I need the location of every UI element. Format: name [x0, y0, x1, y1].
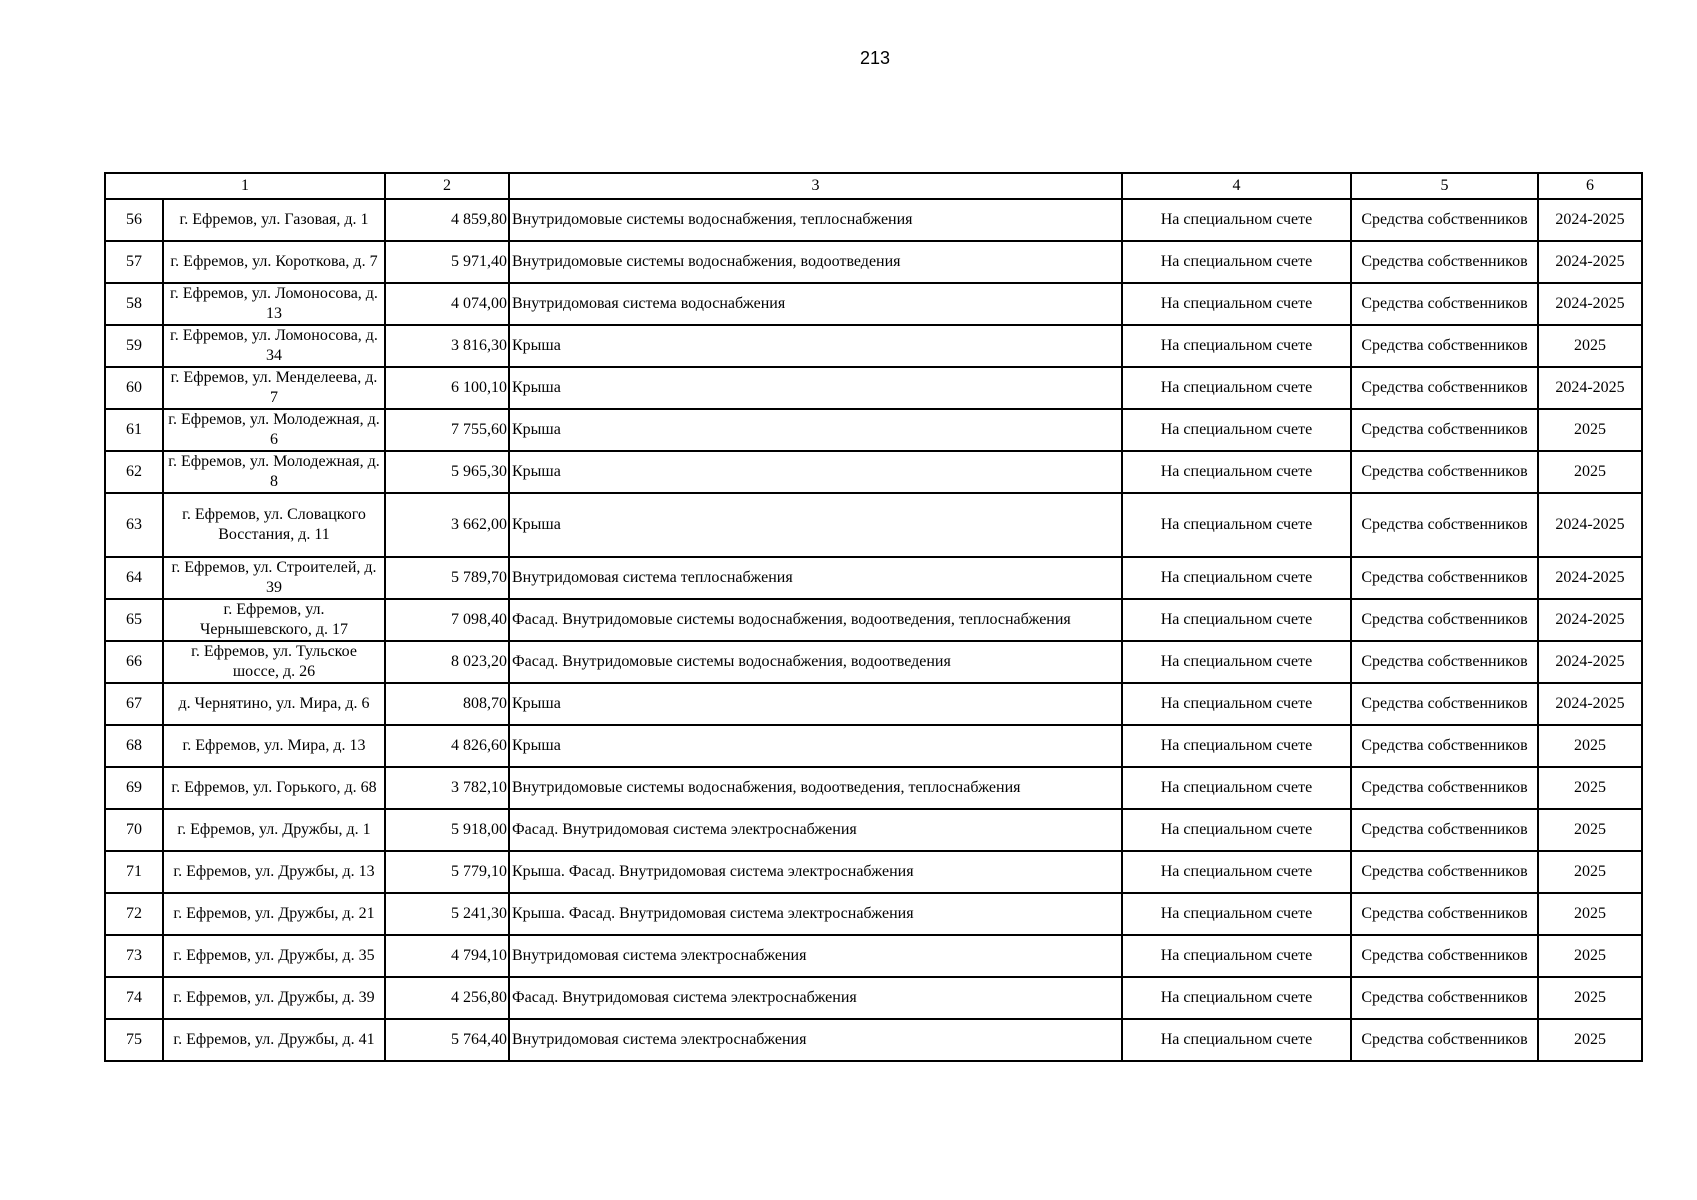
funding-source-cell: Средства собственников	[1351, 557, 1538, 599]
table-body	[105, 199, 1642, 1061]
funding-method-cell: На специальном счете	[1122, 557, 1351, 599]
period-cell: 2025	[1538, 725, 1642, 767]
funding-method-cell: На специальном счете	[1122, 935, 1351, 977]
funding-source-cell: Средства собственников	[1351, 599, 1538, 641]
row-number: 72	[105, 893, 163, 935]
table-row	[105, 1019, 1642, 1061]
funding-source-cell: Средства собственников	[1351, 409, 1538, 451]
period-cell: 2025	[1538, 409, 1642, 451]
address-cell: г. Ефремов, ул. Короткова, д. 7	[163, 241, 385, 283]
period-cell: 2024-2025	[1538, 367, 1642, 409]
period-cell: 2024-2025	[1538, 641, 1642, 683]
row-number: 74	[105, 977, 163, 1019]
works-cell: Крыша	[509, 683, 1122, 725]
area-cell: 5 779,10	[385, 851, 509, 893]
funding-source-cell: Средства собственников	[1351, 493, 1538, 557]
area-cell: 4 826,60	[385, 725, 509, 767]
funding-method-cell: На специальном счете	[1122, 683, 1351, 725]
period-cell: 2025	[1538, 1019, 1642, 1061]
area-cell: 4 074,00	[385, 283, 509, 325]
area-cell: 4 256,80	[385, 977, 509, 1019]
works-cell: Крыша	[509, 493, 1122, 557]
period-cell: 2024-2025	[1538, 599, 1642, 641]
row-number: 57	[105, 241, 163, 283]
area-cell: 5 971,40	[385, 241, 509, 283]
address-cell: г. Ефремов, ул. Молодежная, д. 6	[163, 409, 385, 451]
address-cell: г. Ефремов, ул. Ломоносова, д. 34	[163, 325, 385, 367]
row-number: 56	[105, 199, 163, 241]
row-number: 67	[105, 683, 163, 725]
row-number: 58	[105, 283, 163, 325]
table-row	[105, 851, 1642, 893]
table-row	[105, 409, 1642, 451]
period-cell: 2025	[1538, 977, 1642, 1019]
works-cell: Крыша	[509, 367, 1122, 409]
works-cell: Крыша	[509, 325, 1122, 367]
row-number: 69	[105, 767, 163, 809]
period-cell: 2024-2025	[1538, 557, 1642, 599]
works-cell: Крыша	[509, 409, 1122, 451]
area-cell: 5 241,30	[385, 893, 509, 935]
funding-source-cell: Средства собственников	[1351, 199, 1538, 241]
address-cell: г. Ефремов, ул. Дружбы, д. 1	[163, 809, 385, 851]
repair-program-table	[104, 172, 1643, 1062]
funding-method-cell: На специальном счете	[1122, 641, 1351, 683]
table-row	[105, 451, 1642, 493]
address-cell: г. Ефремов, ул. Газовая, д. 1	[163, 199, 385, 241]
period-cell: 2025	[1538, 809, 1642, 851]
area-cell: 5 764,40	[385, 1019, 509, 1061]
funding-method-cell: На специальном счете	[1122, 283, 1351, 325]
row-number: 73	[105, 935, 163, 977]
works-cell: Внутридомовая система теплоснабжения	[509, 557, 1122, 599]
works-cell: Крыша	[509, 725, 1122, 767]
funding-source-cell: Средства собственников	[1351, 893, 1538, 935]
row-number: 60	[105, 367, 163, 409]
funding-source-cell: Средства собственников	[1351, 451, 1538, 493]
table-row	[105, 977, 1642, 1019]
works-cell: Крыша. Фасад. Внутридомовая система электроснабжения	[509, 851, 1122, 893]
funding-source-cell: Средства собственников	[1351, 725, 1538, 767]
table-row	[105, 325, 1642, 367]
funding-method-cell: На специальном счете	[1122, 725, 1351, 767]
works-cell: Внутридомовая система водоснабжения	[509, 283, 1122, 325]
table-row	[105, 241, 1642, 283]
funding-source-cell: Средства собственников	[1351, 767, 1538, 809]
address-cell: г. Ефремов, ул. Дружбы, д. 35	[163, 935, 385, 977]
funding-method-cell: На специальном счете	[1122, 767, 1351, 809]
area-cell: 4 794,10	[385, 935, 509, 977]
row-number: 63	[105, 493, 163, 557]
funding-source-cell: Средства собственников	[1351, 283, 1538, 325]
works-cell: Внутридомовая система электроснабжения	[509, 1019, 1122, 1061]
funding-method-cell: На специальном счете	[1122, 1019, 1351, 1061]
period-cell: 2025	[1538, 325, 1642, 367]
area-cell: 3 662,00	[385, 493, 509, 557]
period-cell: 2025	[1538, 451, 1642, 493]
works-cell: Фасад. Внутридомовые системы водоснабжения, водоотведения, теплоснабжения	[509, 599, 1122, 641]
period-cell: 2024-2025	[1538, 283, 1642, 325]
area-cell: 5 918,00	[385, 809, 509, 851]
address-cell: г. Ефремов, ул. Дружбы, д. 39	[163, 977, 385, 1019]
address-cell: г. Ефремов, ул. Строителей, д. 39	[163, 557, 385, 599]
row-number: 59	[105, 325, 163, 367]
funding-method-cell: На специальном счете	[1122, 809, 1351, 851]
funding-source-cell: Средства собственников	[1351, 241, 1538, 283]
funding-source-cell: Средства собственников	[1351, 641, 1538, 683]
area-cell: 5 789,70	[385, 557, 509, 599]
period-cell: 2025	[1538, 767, 1642, 809]
table-row	[105, 283, 1642, 325]
funding-source-cell: Средства собственников	[1351, 851, 1538, 893]
table-row	[105, 725, 1642, 767]
address-cell: г. Ефремов, ул. Дружбы, д. 13	[163, 851, 385, 893]
address-cell: г. Ефремов, ул. Тульское шоссе, д. 26	[163, 641, 385, 683]
funding-method-cell: На специальном счете	[1122, 851, 1351, 893]
address-cell: г. Ефремов, ул. Дружбы, д. 21	[163, 893, 385, 935]
works-cell: Крыша	[509, 451, 1122, 493]
column-header-4: 4	[1122, 173, 1351, 199]
table-header-row	[105, 173, 1642, 199]
table-row	[105, 493, 1642, 557]
funding-source-cell: Средства собственников	[1351, 325, 1538, 367]
table-row	[105, 893, 1642, 935]
row-number: 68	[105, 725, 163, 767]
page-number: 213	[859, 48, 891, 68]
funding-method-cell: На специальном счете	[1122, 367, 1351, 409]
funding-method-cell: На специальном счете	[1122, 325, 1351, 367]
funding-source-cell: Средства собственников	[1351, 809, 1538, 851]
row-number: 64	[105, 557, 163, 599]
funding-method-cell: На специальном счете	[1122, 451, 1351, 493]
table-row	[105, 199, 1642, 241]
table-row	[105, 599, 1642, 641]
row-number: 66	[105, 641, 163, 683]
funding-source-cell: Средства собственников	[1351, 683, 1538, 725]
area-cell: 8 023,20	[385, 641, 509, 683]
table-row	[105, 809, 1642, 851]
column-header-5: 5	[1351, 173, 1538, 199]
period-cell: 2025	[1538, 893, 1642, 935]
row-number: 65	[105, 599, 163, 641]
works-cell: Фасад. Внутридомовые системы водоснабжения, водоотведения	[509, 641, 1122, 683]
table-row	[105, 367, 1642, 409]
works-cell: Крыша. Фасад. Внутридомовая система электроснабжения	[509, 893, 1122, 935]
funding-method-cell: На специальном счете	[1122, 199, 1351, 241]
area-cell: 7 098,40	[385, 599, 509, 641]
column-header-3: 3	[509, 173, 1122, 199]
funding-source-cell: Средства собственников	[1351, 977, 1538, 1019]
row-number: 71	[105, 851, 163, 893]
address-cell: г. Ефремов, ул. Чернышевского, д. 17	[163, 599, 385, 641]
funding-method-cell: На специальном счете	[1122, 493, 1351, 557]
funding-method-cell: На специальном счете	[1122, 409, 1351, 451]
area-cell: 3 816,30	[385, 325, 509, 367]
period-cell: 2024-2025	[1538, 683, 1642, 725]
table-row	[105, 767, 1642, 809]
works-cell: Фасад. Внутридомовая система электроснабжения	[509, 977, 1122, 1019]
column-header-2: 2	[385, 173, 509, 199]
area-cell: 6 100,10	[385, 367, 509, 409]
works-cell: Внутридомовая система электроснабжения	[509, 935, 1122, 977]
area-cell: 4 859,80	[385, 199, 509, 241]
table-row	[105, 683, 1642, 725]
period-cell: 2024-2025	[1538, 241, 1642, 283]
period-cell: 2024-2025	[1538, 493, 1642, 557]
row-number: 70	[105, 809, 163, 851]
address-cell: д. Чернятино, ул. Мира, д. 6	[163, 683, 385, 725]
table-row	[105, 641, 1642, 683]
funding-method-cell: На специальном счете	[1122, 241, 1351, 283]
address-cell: г. Ефремов, ул. Мира, д. 13	[163, 725, 385, 767]
funding-method-cell: На специальном счете	[1122, 599, 1351, 641]
works-cell: Внутридомовые системы водоснабжения, теплоснабжения	[509, 199, 1122, 241]
address-cell: г. Ефремов, ул. Молодежная, д. 8	[163, 451, 385, 493]
row-number: 61	[105, 409, 163, 451]
row-number: 75	[105, 1019, 163, 1061]
period-cell: 2025	[1538, 851, 1642, 893]
funding-method-cell: На специальном счете	[1122, 893, 1351, 935]
works-cell: Внутридомовые системы водоснабжения, водоотведения, теплоснабжения	[509, 767, 1122, 809]
address-cell: г. Ефремов, ул. Словацкого Восстания, д. 11	[163, 493, 385, 557]
address-cell: г. Ефремов, ул. Менделеева, д. 7	[163, 367, 385, 409]
area-cell: 5 965,30	[385, 451, 509, 493]
table-row	[105, 557, 1642, 599]
period-cell: 2024-2025	[1538, 199, 1642, 241]
funding-method-cell: На специальном счете	[1122, 977, 1351, 1019]
column-header-1: 1	[105, 173, 385, 199]
area-cell: 808,70	[385, 683, 509, 725]
row-number: 62	[105, 451, 163, 493]
column-header-6: 6	[1538, 173, 1642, 199]
address-cell: г. Ефремов, ул. Ломоносова, д. 13	[163, 283, 385, 325]
works-cell: Фасад. Внутридомовая система электроснабжения	[509, 809, 1122, 851]
address-cell: г. Ефремов, ул. Дружбы, д. 41	[163, 1019, 385, 1061]
funding-source-cell: Средства собственников	[1351, 1019, 1538, 1061]
works-cell: Внутридомовые системы водоснабжения, водоотведения	[509, 241, 1122, 283]
area-cell: 3 782,10	[385, 767, 509, 809]
funding-source-cell: Средства собственников	[1351, 367, 1538, 409]
period-cell: 2025	[1538, 935, 1642, 977]
area-cell: 7 755,60	[385, 409, 509, 451]
funding-source-cell: Средства собственников	[1351, 935, 1538, 977]
address-cell: г. Ефремов, ул. Горького, д. 68	[163, 767, 385, 809]
table-row	[105, 935, 1642, 977]
